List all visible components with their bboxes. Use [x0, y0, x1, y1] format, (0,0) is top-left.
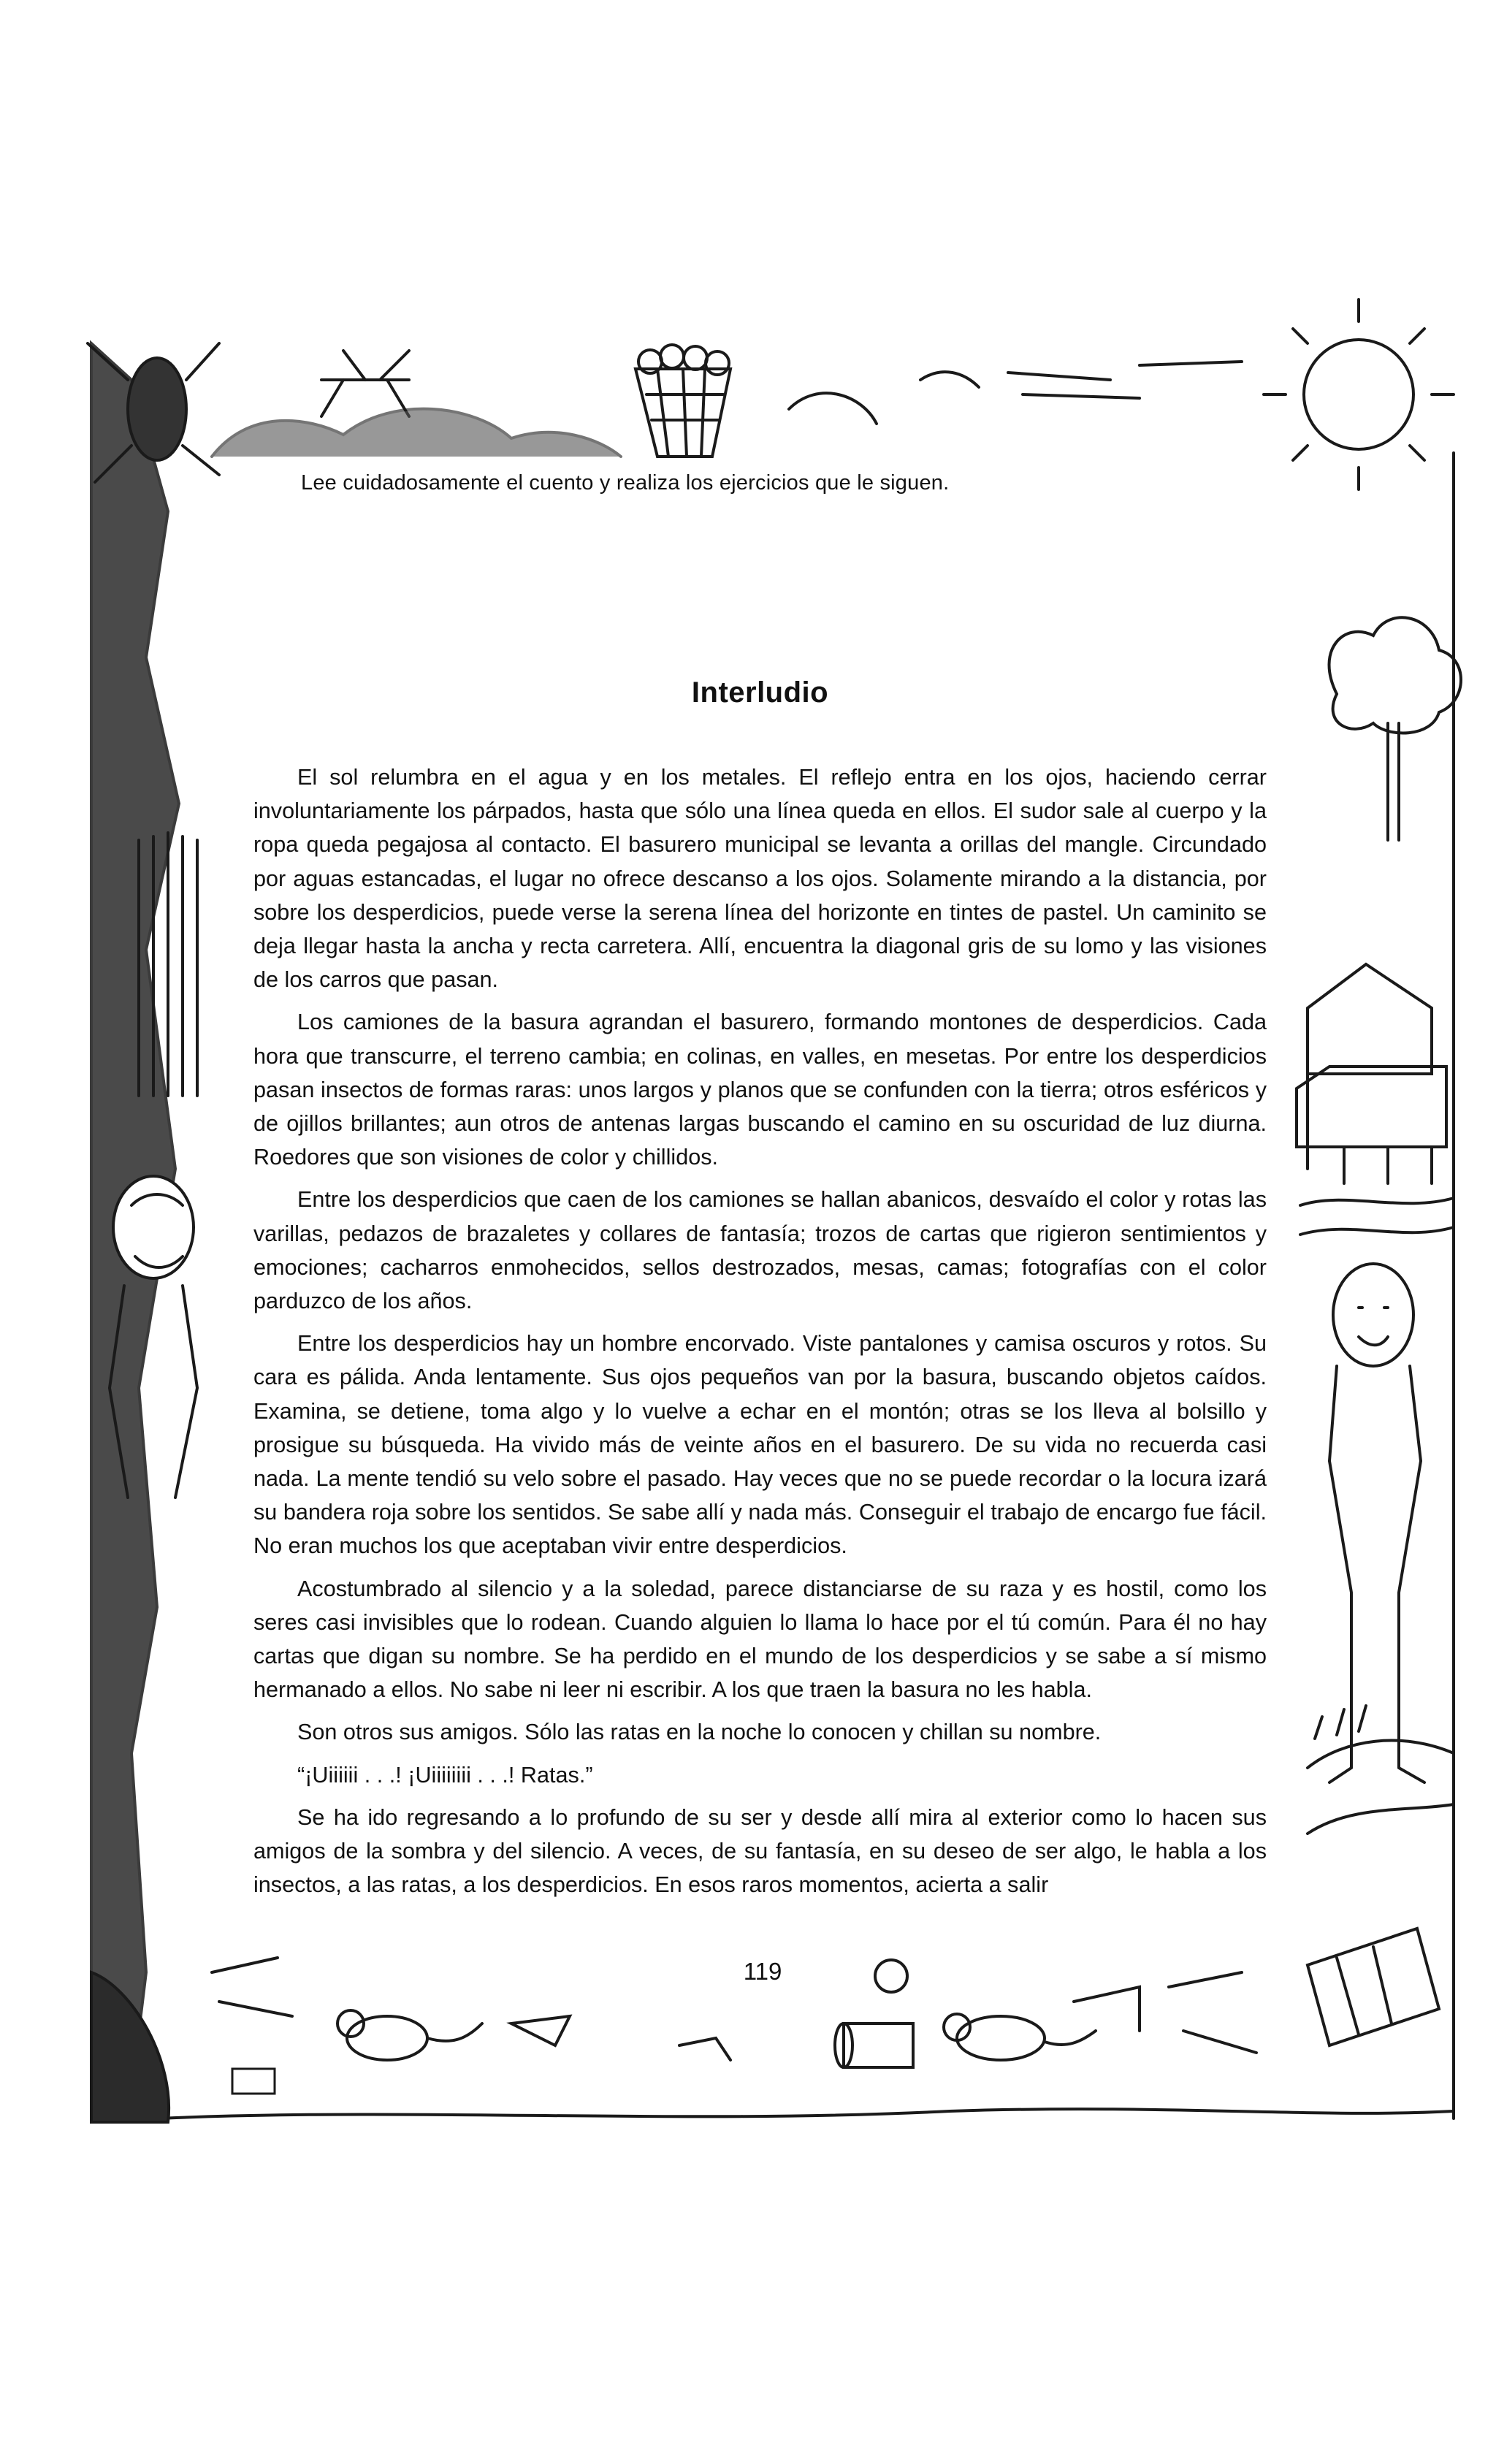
grass-hill-illustration	[1308, 1706, 1454, 1834]
mosquito-icon	[321, 351, 409, 416]
paragraph-4: Entre los desperdicios hay un hombre encorvado. Viste pantalones y camisa oscuros y rotos. Su cara es pálida. Anda lentamente. Sus ojos pequeños van por la basura, buscando objetos caídos. Examina, se detiene, toma algo y lo vuelve a echar en el montón; otras se los lleva al bolsillo y prosigue su búsqueda. Ha vivido más de veinte años en el basurero. De su vida no recuerda casi nada. La mente tendió su velo sobre el pasado. Hay veces que no se puede recordar o la locura izará su bandera roja sobre los sentidos. Se sabe allí y nada más. Conseguir el trabajo de encargo fue fácil. No eran muchos los que aceptaban vivir entre desperdicios.	[253, 1331, 1267, 1559]
signature-box	[232, 2069, 275, 2094]
story-body	[253, 760, 1267, 1902]
barrel-icon	[1308, 1929, 1439, 2045]
paragraph-3: Entre los desperdicios que caen de los camiones se hallan abanicos, desvaído el color y rotas las varillas, pedazos de brazaletes y collares de fantasía; trozos de cartas que rigieron sentimientos y emociones; cacharros enmohecidos, sellos destrozados, mesas, camas; fotografías con el color parduzco de los años.	[253, 1187, 1267, 1314]
gear-icon	[875, 1960, 907, 1992]
story-frame	[199, 457, 1310, 1914]
rat-icon-2	[944, 2014, 1096, 2060]
paragraph-1: El sol relumbra en el agua y en los metales. El reflejo entra en los ojos, haciendo cerrar involuntariamente los párpados, hasta que sólo una línea queda en ellos. El sudor sale al cuerpo y la ropa queda pegajosa al contacto. El basurero municipal se levanta a orillas del mangle. Circundado por aguas estancadas, el lugar no ofrece descanso a los ojos. Solamente mirando a la distancia, por sobre los desperdicios, puede verse la serena línea del horizonte en tintes de pastel. Un caminito se deja llegar hasta la ancha y recta carretera. Allí, encuentra la diagonal gris de su lomo y las visiones de los carros que pasan.	[253, 765, 1267, 993]
trash-bucket-icon	[636, 345, 730, 457]
paragraph-6: Son otros sus amigos. Sólo las ratas en la noche lo conocen y chillan su nombre.	[297, 1720, 1102, 1745]
instructions-text: Lee cuidadosamente el cuento y realiza los ejercicios que le siguen.	[301, 471, 950, 495]
rat-icon	[337, 2010, 482, 2060]
garbage-mound-illustration	[212, 409, 621, 457]
can-icon	[835, 2024, 913, 2067]
stilt-houses-illustration	[1297, 964, 1454, 1235]
story-title: Interludio	[691, 676, 829, 709]
paragraph-8: Se ha ido regresando a lo profundo de su ser y desde allí mira al exterior como lo hacen sus amigos de la sombra y del silencio. A veces, de su fantasía, en su deseo de ser algo, le habla a los insectos, a las ratas, a los desperdicios. En esos raros momentos, acierta a salir	[253, 1804, 1267, 1898]
tree-illustration	[1329, 617, 1461, 840]
man-illustration	[1329, 1264, 1424, 1782]
ground-line	[91, 2109, 1454, 2122]
paragraph-5: Acostumbrado al silencio y a la soledad, parece distanciarse de su raza y es hostil, como los seres casi invisibles que lo rodean. Cuando alguien lo llama lo hace por el tú común. Para él no hay cartas que digan su nombre. Se ha perdido en el mundo de los desperdicios y se sabe a sí mismo hermanado a ellos. No sabe ni leer ni escribir. A los que traen la basura no les habla.	[253, 1576, 1267, 1703]
paragraph-7-dialogue: “¡Uiiiiii . . .! ¡Uiiiiiiii . . .! Ratas.”	[297, 1762, 593, 1788]
vine-illustration	[789, 362, 1242, 424]
paragraph-2: Los camiones de la basura agrandan el basurero, formando montones de desperdicios. Cada hora que transcurre, el terreno cambia; en colinas, en valles, en mesetas. Por entre los desperdicios pasan insectos de formas raras: unos largos y planos que se confunden con la tierra; otros esféricos y de ojillos brillantes; aun otros de antenas largas buscando el camino en su oscuridad de luz diurna. Roedores que son visiones de color y chillidos.	[253, 1010, 1267, 1170]
page-number: 119	[743, 1958, 782, 1985]
